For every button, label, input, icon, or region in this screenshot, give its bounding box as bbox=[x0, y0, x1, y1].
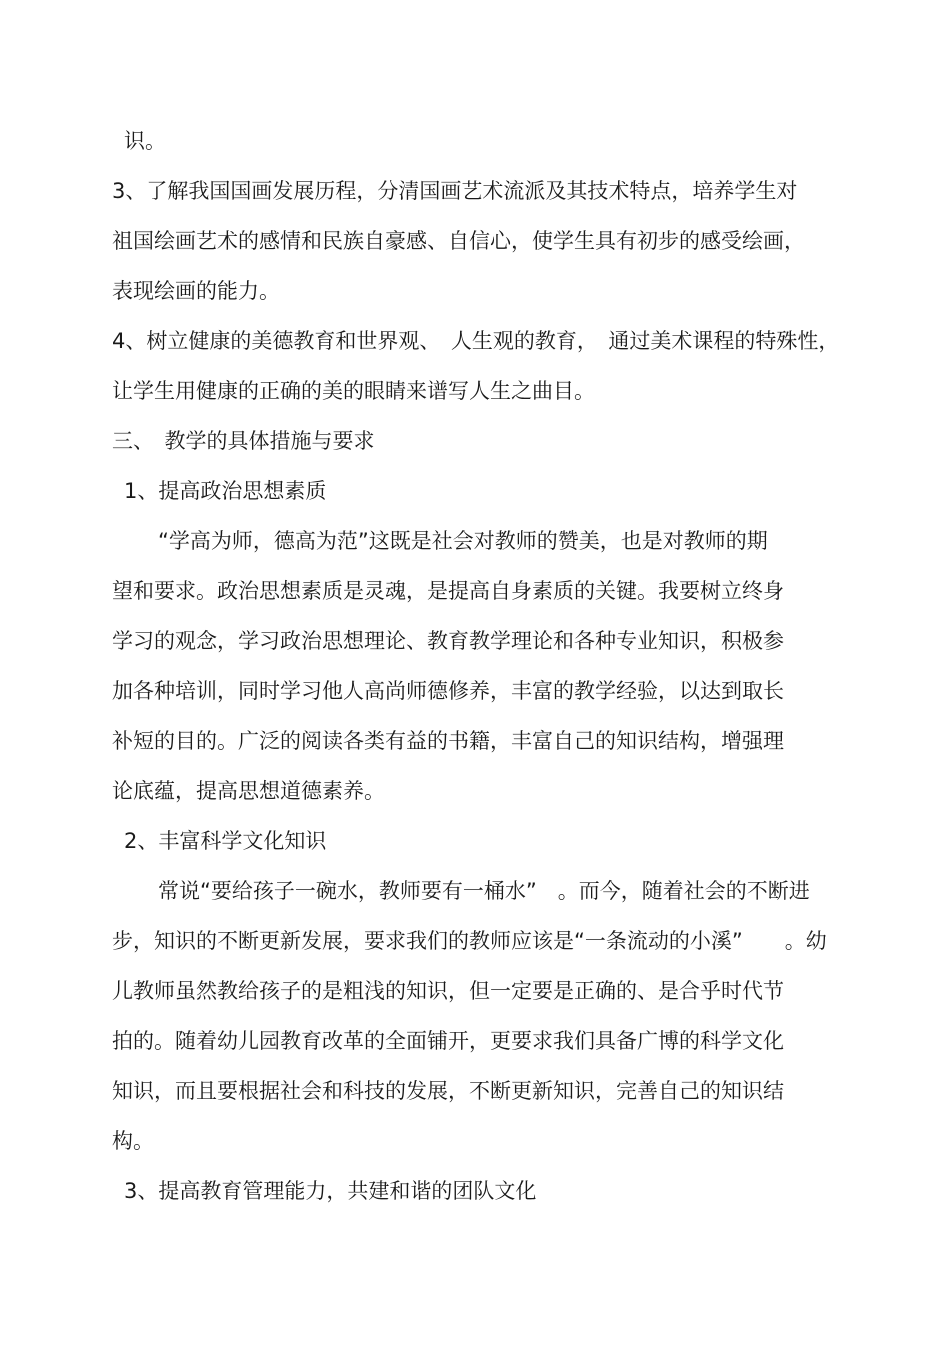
subheading-2: 2、丰富科学文化知识 bbox=[124, 829, 327, 853]
text-line-11: 学习的观念，学习政治思想理论、教育教学理论和各种专业知识，积极参 bbox=[112, 629, 784, 653]
text-line-6: 让学生用健康的正确的美的眼睛来谱写人生之曲目。 bbox=[112, 379, 595, 403]
text-line-5: 4、树立健康的美德教育和世界观、 人生观的教育， 通过美术课程的特殊性， bbox=[112, 329, 840, 353]
subheading-3: 3、提高教育管理能力，共建和谐的团队文化 bbox=[124, 1179, 537, 1203]
text-line-9: “学高为师，德高为范”这既是社会对教师的赞美，也是对教师的期 bbox=[158, 529, 768, 553]
text-line-19: 拍的。随着幼儿园教育改革的全面铺开，更要求我们具备广博的科学文化 bbox=[112, 1029, 784, 1053]
text-line-13: 补短的目的。广泛的阅读各类有益的书籍，丰富自己的知识结构，增强理 bbox=[112, 729, 784, 753]
text-line-20: 知识，而且要根据社会和科技的发展，不断更新知识，完善自己的知识结 bbox=[112, 1079, 784, 1103]
text-line-17: 步，知识的不断更新发展，要求我们的教师应该是“一条流动的小溪” 。幼 bbox=[112, 929, 827, 953]
text-line-12: 加各种培训，同时学习他人高尚师德修养，丰富的教学经验，以达到取长 bbox=[112, 679, 784, 703]
text-line-18: 儿教师虽然教给孩子的是粗浅的知识，但一定要是正确的、是合乎时代节 bbox=[112, 979, 784, 1003]
text-line-4: 表现绘画的能力。 bbox=[112, 279, 280, 303]
text-line-3: 祖国绘画艺术的感情和民族自豪感、自信心，使学生具有初步的感受绘画， bbox=[112, 229, 805, 253]
text-line-10: 望和要求。政治思想素质是灵魂，是提高自身素质的关键。我要树立终身 bbox=[112, 579, 784, 603]
text-line-14: 论底蕴，提高思想道德素养。 bbox=[112, 779, 385, 803]
section-heading-3: 三、 教学的具体措施与要求 bbox=[112, 429, 375, 453]
text-line-2: 3、了解我国国画发展历程，分清国画艺术流派及其技术特点，培养学生对 bbox=[112, 179, 798, 203]
text-line-16: 常说“要给孩子一碗水，教师要有一桶水” 。而今，随着社会的不断进 bbox=[158, 879, 810, 903]
subheading-1: 1、提高政治思想素质 bbox=[124, 479, 327, 503]
text-line-1: 识。 bbox=[124, 129, 166, 153]
text-line-21: 构。 bbox=[112, 1129, 154, 1153]
